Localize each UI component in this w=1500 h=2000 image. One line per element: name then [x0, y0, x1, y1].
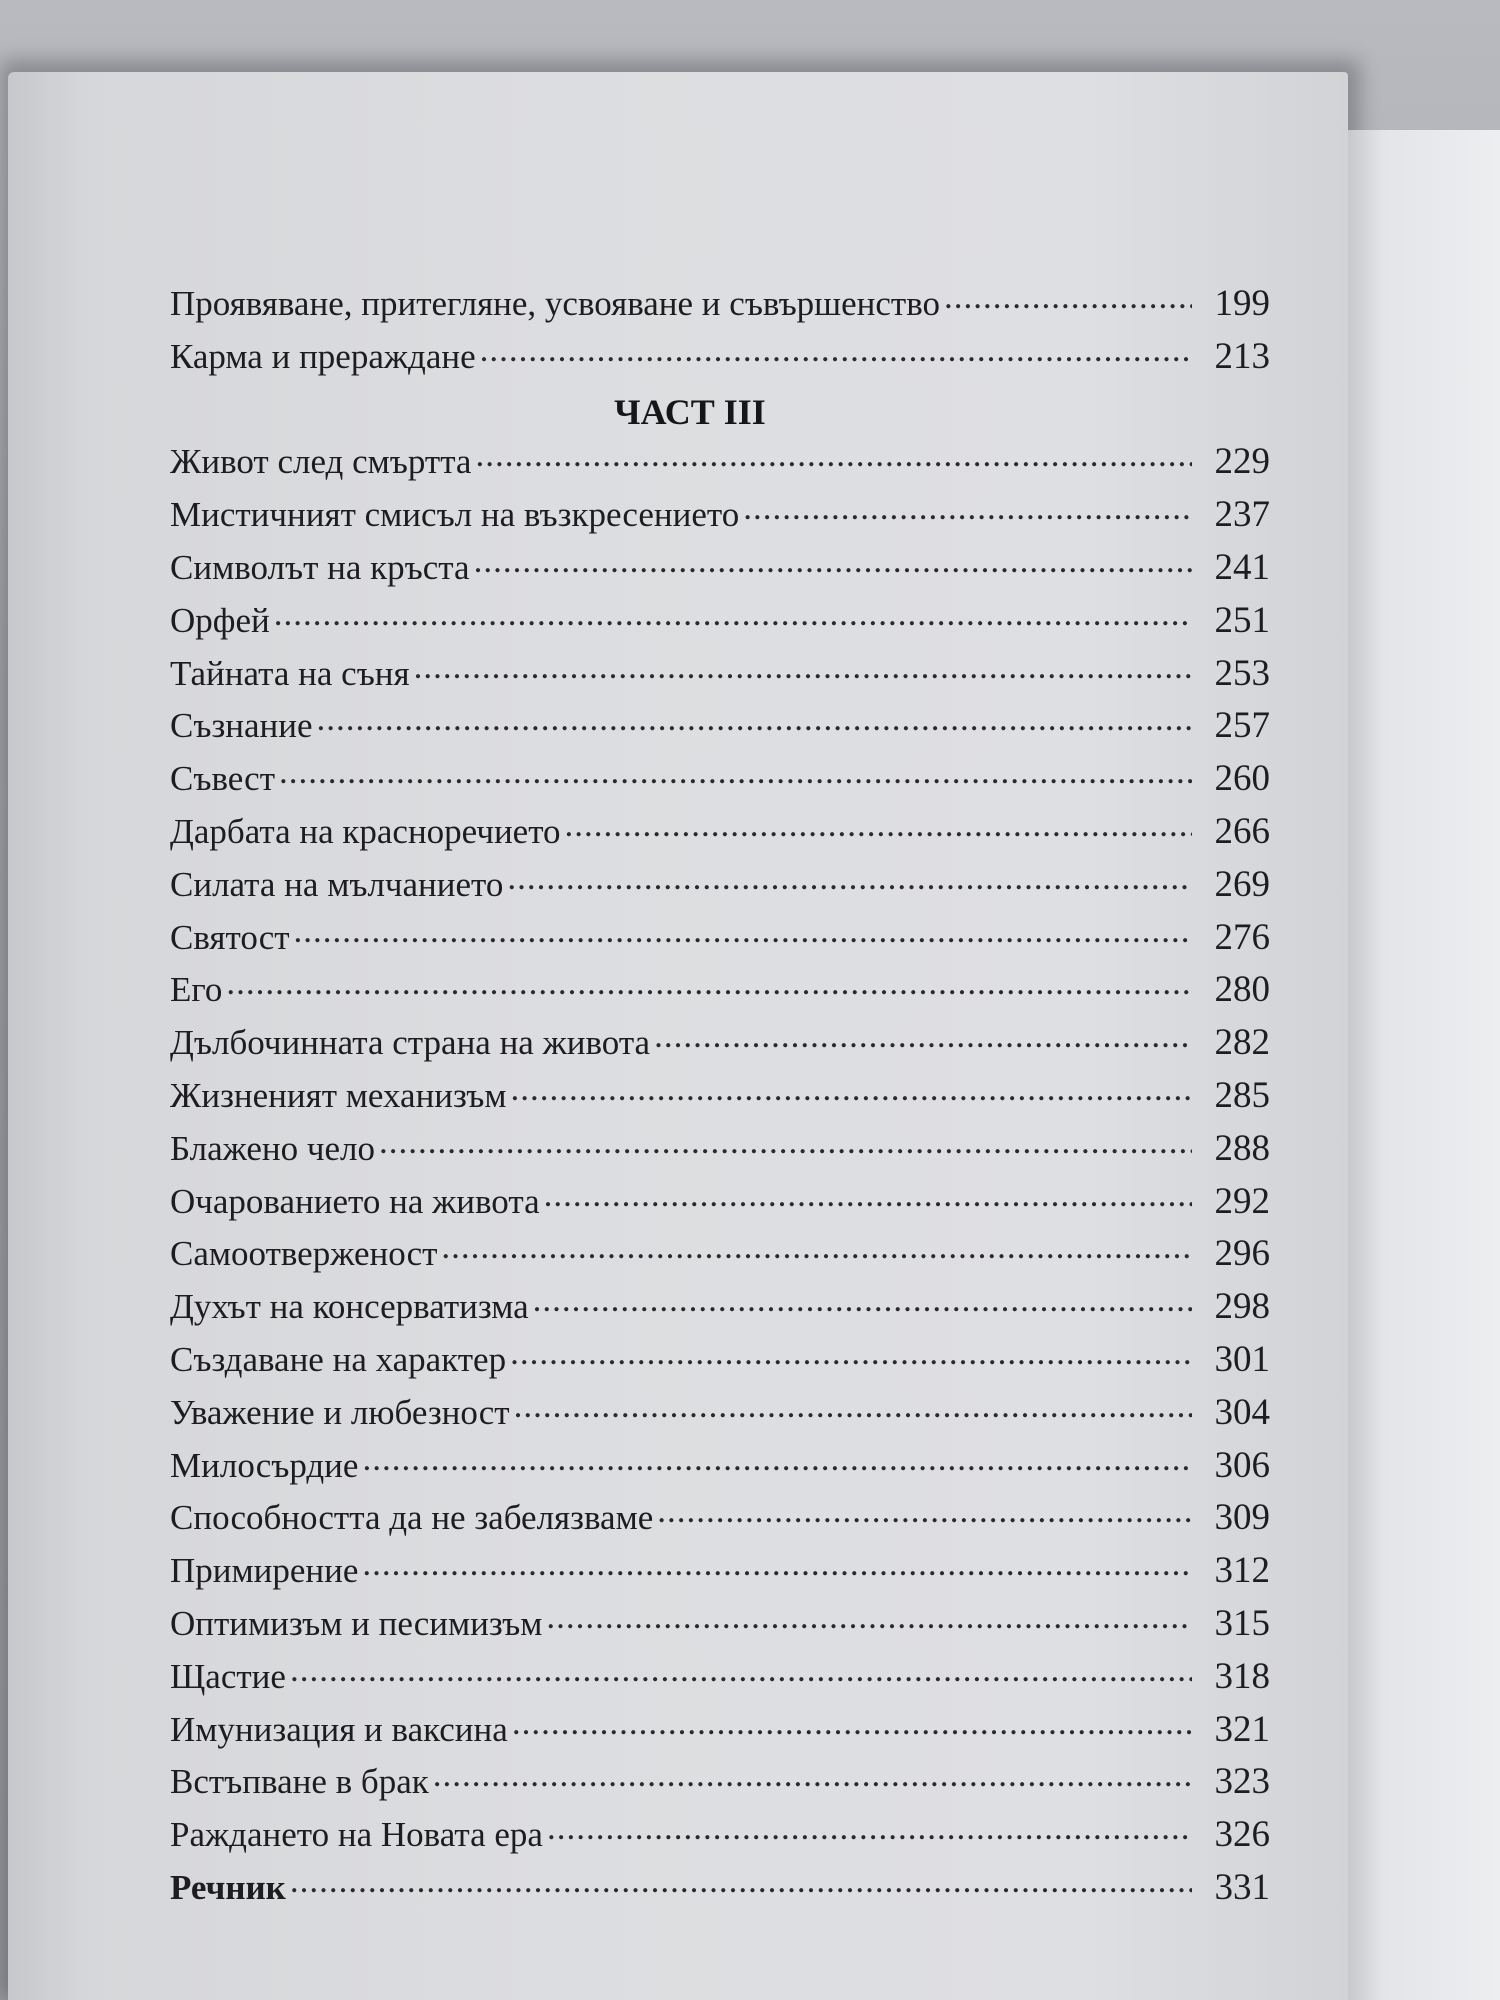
dot-leader: [565, 808, 1192, 843]
toc-entry-title: Блажено чело: [170, 1128, 375, 1168]
toc-entry-page: 288: [1214, 1127, 1270, 1169]
toc-entry: [170, 1336, 1270, 1389]
toc-entry-page: 323: [1214, 1761, 1270, 1803]
dot-leader: [362, 1547, 1192, 1582]
toc-entry-page: 269: [1214, 863, 1270, 905]
toc-entry: [170, 438, 1270, 491]
toc-entry-title: Дарбата на красноречието: [170, 811, 561, 851]
toc-entry: [170, 1389, 1270, 1442]
toc-entry: [170, 808, 1270, 861]
toc-entry: [170, 861, 1270, 914]
dot-leader: [514, 1389, 1192, 1424]
toc-entry-title: Оптимизъм и песимизъм: [170, 1603, 543, 1643]
toc-entry: [170, 1653, 1270, 1706]
toc-entry-title: Тайната на съня: [170, 653, 410, 693]
toc-entry-page: 309: [1214, 1497, 1270, 1539]
toc-entry-title: Примирение: [170, 1551, 359, 1591]
dot-leader: [279, 755, 1192, 790]
dot-leader: [657, 1494, 1192, 1529]
toc-entry-title: Съвест: [170, 759, 275, 799]
toc-entry: [170, 650, 1270, 703]
toc-entry-page: 251: [1214, 599, 1270, 641]
dot-leader: [480, 333, 1192, 368]
toc-entry-title: Създаване на характер: [170, 1339, 507, 1379]
toc-entry-title: Святост: [170, 917, 290, 957]
table-of-contents: [170, 280, 1270, 1917]
toc-entry-page: 331: [1214, 1866, 1270, 1908]
toc-entry-title: Уважение и любезност: [170, 1392, 510, 1432]
toc-entry: [170, 1230, 1270, 1283]
toc-entry-page: 326: [1214, 1814, 1270, 1856]
toc-entry-title: Милосърдие: [170, 1445, 359, 1485]
toc-entry-page: 199: [1214, 283, 1270, 324]
toc-entry-title: Живот след смъртта: [170, 442, 472, 482]
toc-entry-page: 296: [1214, 1233, 1270, 1275]
toc-entry-title: Щастие: [170, 1656, 286, 1696]
toc-entry-title: Духът на консерватизма: [170, 1287, 529, 1327]
toc-entry: [170, 966, 1270, 1019]
toc-entry-title: Орфей: [170, 600, 270, 640]
toc-entry-title: Раждането на Новата ера: [170, 1815, 543, 1855]
toc-entry-page: 285: [1214, 1074, 1270, 1116]
toc-entry: [170, 1706, 1270, 1759]
dot-leader: [533, 1283, 1192, 1318]
toc-entry-page: 304: [1214, 1391, 1270, 1433]
toc-entry-title: Мистичният смисъл на възкресението: [170, 495, 740, 535]
toc-entry-page: 301: [1214, 1338, 1270, 1380]
toc-entry-page: 229: [1214, 441, 1270, 483]
toc-entry: [170, 1072, 1270, 1125]
dot-leader: [512, 1706, 1192, 1741]
toc-entry-page: 253: [1214, 652, 1270, 694]
dot-leader: [226, 966, 1192, 1001]
toc-entry-title: Проявяване, притегляне, усвояване и съвършенство: [170, 284, 940, 323]
part-heading: ЧАСТ III: [614, 391, 766, 432]
dot-leader: [547, 1811, 1192, 1846]
toc-entry-title: Его: [170, 970, 223, 1010]
toc-entry-page: 237: [1214, 494, 1270, 536]
toc-entry-glossary: [170, 1864, 1270, 1917]
toc-entry-title: Символът на кръста: [170, 547, 470, 587]
toc-entry-title: Дълбочинната страна на живота: [170, 1023, 651, 1063]
toc-entry-title: Способността да не забелязваме: [170, 1498, 654, 1538]
toc-entry-page: 213: [1214, 335, 1270, 377]
toc-entry-title: Жизненият механизъм: [170, 1075, 507, 1115]
toc-entry-title: Карма и прераждане: [170, 336, 476, 376]
toc-entry: [170, 1125, 1270, 1178]
toc-entry: [170, 491, 1270, 544]
toc-entry-page: 292: [1214, 1180, 1270, 1222]
toc-entry-page: 257: [1214, 705, 1270, 747]
dot-leader: [294, 914, 1192, 949]
dot-leader: [510, 1336, 1192, 1371]
toc-entry-page: 318: [1214, 1655, 1270, 1697]
toc-entry-title: Очарованието на живота: [170, 1181, 540, 1221]
toc-entry: [170, 1600, 1270, 1653]
dot-leader: [546, 1600, 1192, 1635]
toc-entry-title: Встъпване в брак: [170, 1762, 429, 1802]
toc-entry-page: 266: [1214, 810, 1270, 852]
toc-entry-page: 241: [1214, 546, 1270, 588]
toc-entry: [170, 597, 1270, 650]
toc-entry-title: Съзнание: [170, 706, 313, 746]
toc-entry: [170, 333, 1270, 386]
toc-entry: [170, 1019, 1270, 1072]
toc-entry-page: 280: [1214, 969, 1270, 1011]
toc-entry: [170, 914, 1270, 967]
dot-leader: [544, 1178, 1192, 1213]
toc-entry-title: Имунизация и ваксина: [170, 1709, 508, 1749]
toc-entry: [170, 1283, 1270, 1336]
toc-entry-page: 298: [1214, 1286, 1270, 1328]
toc-entry: [170, 1811, 1270, 1864]
toc-entry: [170, 280, 1270, 333]
toc-entry: [170, 1547, 1270, 1600]
dot-leader: [743, 491, 1192, 526]
dot-leader: [441, 1230, 1192, 1265]
dot-leader: [433, 1758, 1192, 1793]
dot-leader: [475, 438, 1192, 473]
toc-entry-page: 315: [1214, 1602, 1270, 1644]
facing-page-edge: [1345, 130, 1500, 2000]
dot-leader: [274, 597, 1192, 632]
toc-entry: [170, 1178, 1270, 1231]
dot-leader: [511, 1072, 1192, 1107]
dot-leader: [290, 1653, 1192, 1688]
toc-entry: [170, 1442, 1270, 1495]
toc-entry-page: 260: [1214, 758, 1270, 800]
toc-entry-title: Силата на мълчанието: [170, 864, 504, 904]
dot-leader: [654, 1019, 1192, 1054]
toc-entry-page: 276: [1214, 916, 1270, 958]
toc-entry: [170, 702, 1270, 755]
toc-entry-page: 321: [1214, 1708, 1270, 1750]
toc-entry-title: Речник: [170, 1867, 286, 1907]
toc-entry: [170, 1758, 1270, 1811]
dot-leader: [944, 280, 1192, 315]
toc-entry-page: 282: [1214, 1022, 1270, 1064]
dot-leader: [507, 861, 1192, 896]
dot-leader: [474, 544, 1192, 579]
dot-leader: [379, 1125, 1192, 1160]
toc-entry: [170, 755, 1270, 808]
dot-leader: [414, 650, 1192, 685]
toc-entry-title: Самоотверженост: [170, 1234, 438, 1274]
toc-entry-page: 306: [1214, 1444, 1270, 1486]
dot-leader: [317, 702, 1192, 737]
toc-entry: [170, 1494, 1270, 1547]
toc-entry: [170, 544, 1270, 597]
dot-leader: [362, 1442, 1192, 1477]
toc-entry-page: 312: [1214, 1550, 1270, 1592]
dot-leader: [290, 1864, 1192, 1899]
